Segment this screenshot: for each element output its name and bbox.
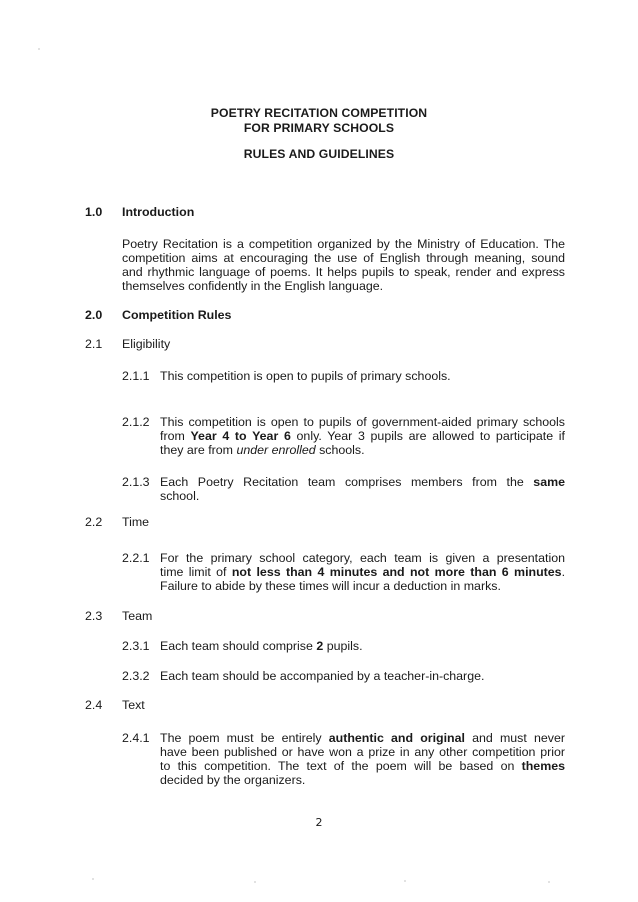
bold-text-run: Year 4 to Year 6 [190,429,291,443]
subsection-number-eligibility: 2.1 [85,337,103,351]
text-run: The poem must be entirely [160,731,329,745]
rule-text-2-3-2: Each team should be accompanied by a teacher-in-charge. [160,669,485,683]
text-run: only. Year 3 pupils are allowed to participate if [290,429,565,443]
text-run: from [160,429,191,443]
rule-text-2-1-2 [160,415,565,457]
rule-number-2-3-1: 2.3.1 [122,639,150,653]
rule-line: This competition is open to pupils of government-aided primary schools [160,415,565,429]
intro-line: Poetry Recitation is a competition organized by the Ministry of Education. The [122,237,565,251]
scan-artifact [254,881,256,883]
rule-text-2-1-3 [160,475,565,503]
subsection-number-text: 2.4 [85,698,103,712]
rule-line [160,475,565,489]
subsection-heading-time: Time [122,515,150,529]
subsection-heading-text: Text [122,698,145,712]
text-run: pupils. [323,639,363,653]
rule-number-2-1-1: 2.1.1 [122,369,150,383]
scan-artifact [92,878,94,880]
section-number-intro: 1.0 [85,205,103,219]
text-run: . [561,565,566,579]
rule-line: have been published or have won a prize in any other competition prior [160,745,565,759]
section-heading-intro: Introduction [122,205,195,219]
rule-line [160,429,565,443]
text-run: Each Poetry Recitation team comprises members from the [160,475,534,489]
intro-line: and rhythmic language of poems. It helps pupils to speak, render and express [122,265,565,279]
rule-text-2-2-1 [160,551,565,593]
document-title-line1: POETRY RECITATION COMPETITION [210,106,428,120]
rule-line [160,565,565,579]
subsection-heading-team: Team [122,609,153,623]
scan-artifact [404,880,406,882]
section-number-rules: 2.0 [85,308,103,322]
rule-text-2-4-1 [160,731,565,787]
bold-text-run: authentic and original [328,731,465,745]
text-run: and must never [464,731,565,745]
rule-line: Failure to abide by these times will incur a deduction in marks. [160,579,501,593]
rule-number-2-3-2: 2.3.2 [122,669,150,683]
rule-number-2-1-2: 2.1.2 [122,415,150,429]
rule-line: school. [160,489,200,503]
intro-line: themselves confidently in the English language. [122,279,384,293]
rule-number-2-2-1: 2.2.1 [122,551,150,565]
text-run: schools. [315,443,365,457]
scan-artifact [38,48,40,50]
bold-text-run: themes [521,759,565,773]
intro-line: competition aims at encouraging the use of English through meaning, sound [122,251,565,265]
document-title-line2: FOR PRIMARY SCHOOLS [243,121,395,135]
page-number: 2 [315,816,323,829]
text-run: they are from [160,443,237,457]
text-run: Each team should comprise [160,639,317,653]
document-subtitle: RULES AND GUIDELINES [243,147,395,161]
italic-text-run: under enrolled [236,443,316,457]
rule-text-2-1-1: This competition is open to pupils of primary schools. [160,369,451,383]
rule-line: For the primary school category, each team is given a presentation [160,551,565,565]
bold-text-run: same [533,475,565,489]
rule-line [160,443,565,457]
rule-number-2-4-1: 2.4.1 [122,731,150,745]
text-run: to this competition. The text of the poem will be based on [160,759,522,773]
scan-artifact [548,881,550,883]
subsection-number-team: 2.3 [85,609,103,623]
rule-line [160,759,565,773]
text-run: time limit of [160,565,232,579]
intro-paragraph [122,237,565,293]
subsection-number-time: 2.2 [85,515,103,529]
rule-number-2-1-3: 2.1.3 [122,475,150,489]
bold-text-run: not less than 4 minutes and not more than 6 minutes [231,565,562,579]
bold-text-run: 2 [316,639,324,653]
subsection-heading-eligibility: Eligibility [122,337,171,351]
section-heading-rules: Competition Rules [122,308,232,322]
rule-text-2-3-1 [160,639,565,653]
rule-line [160,731,565,745]
rule-line: decided by the organizers. [160,773,306,787]
